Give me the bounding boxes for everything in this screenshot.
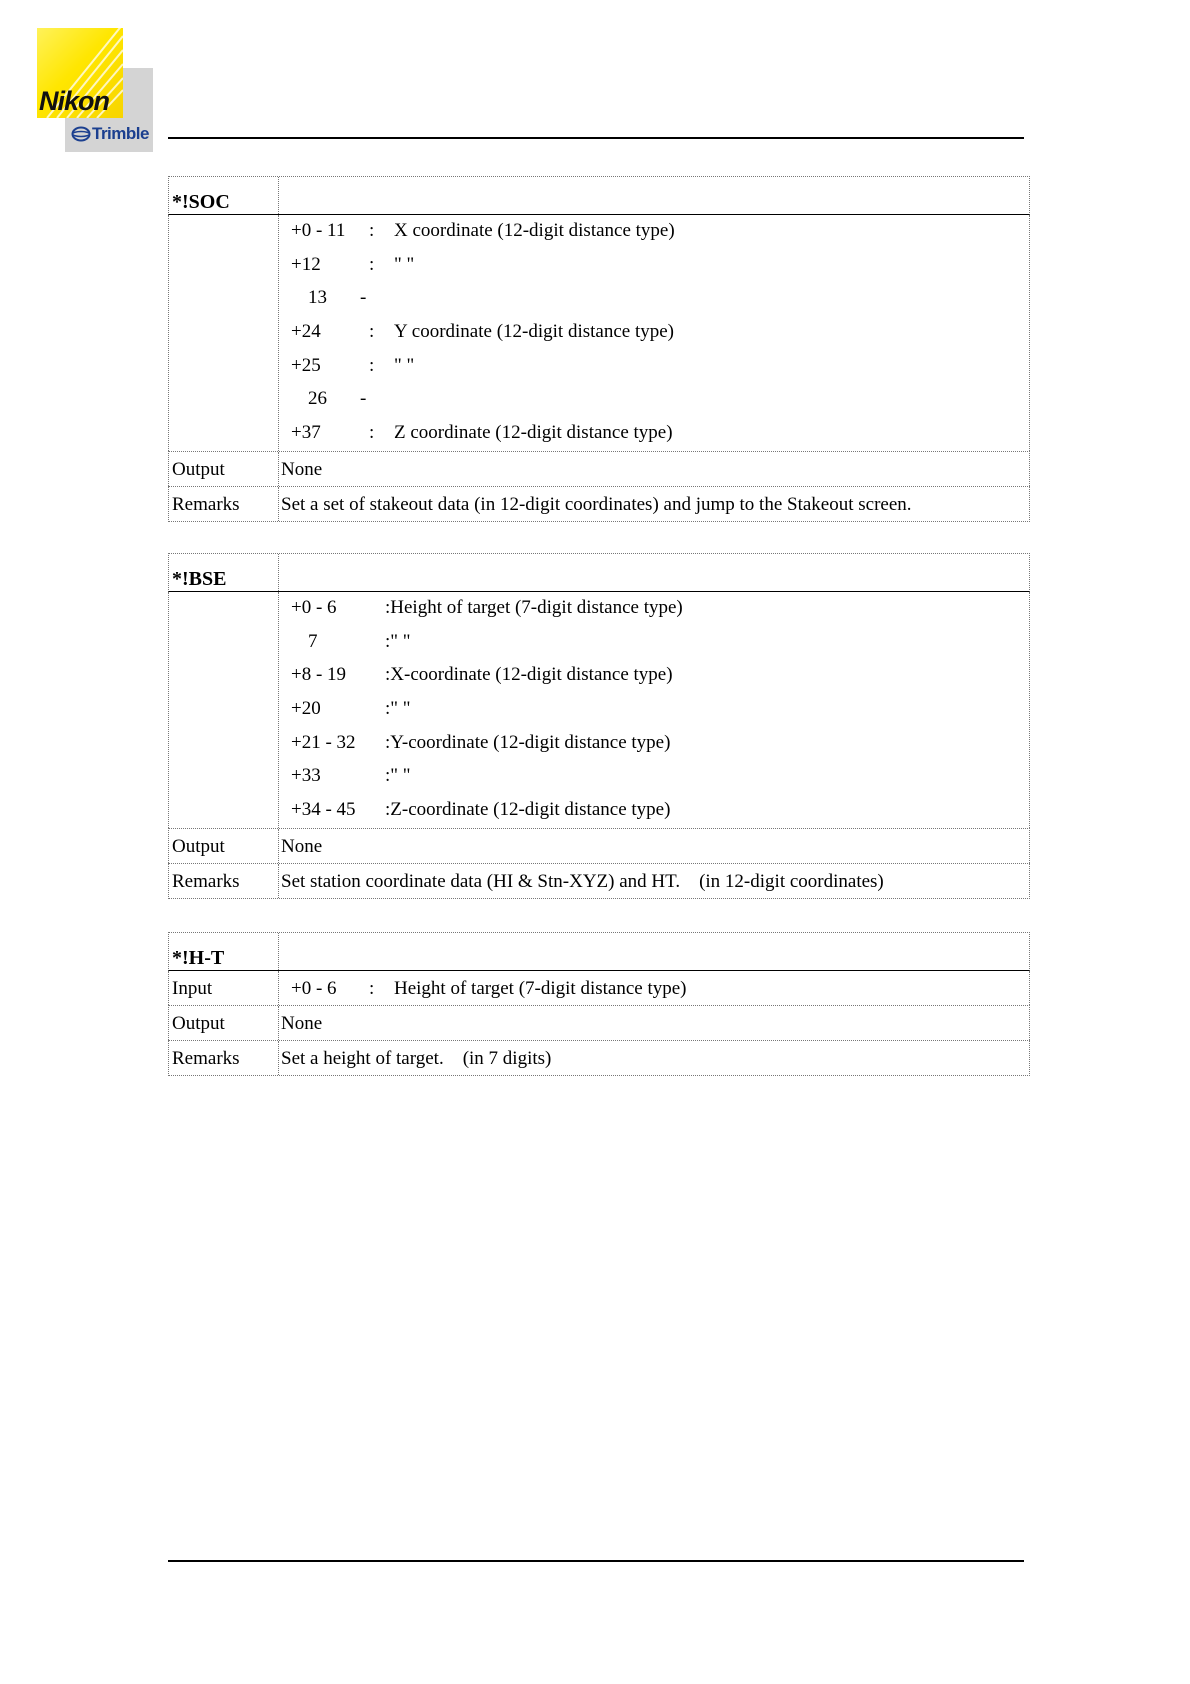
remarks-row	[168, 863, 1030, 899]
command-block-bse	[168, 553, 1030, 899]
param-line: +21 - 32 :Y-coordinate (12-digit distance type)	[291, 731, 671, 753]
footer-rule	[168, 1560, 1024, 1562]
param-line: 26 -	[308, 388, 367, 410]
param-line: +34 - 45 :Z-coordinate (12-digit distance type)	[291, 799, 671, 821]
nikon-trimble-logo	[37, 28, 153, 152]
command-name: *!BSE	[172, 568, 227, 590]
output-row	[168, 451, 1030, 486]
param-line: +12 : " "	[291, 253, 415, 275]
trimble-text: Trimble	[92, 124, 149, 143]
input-label: Input	[172, 978, 213, 999]
header-rule	[168, 137, 1024, 139]
logo-nikon-wordmark: Nikon	[39, 86, 110, 116]
command-header	[168, 553, 1030, 592]
output-label: Output	[172, 835, 225, 857]
command-header	[168, 176, 1030, 215]
remarks-label: Remarks	[172, 1048, 240, 1069]
param-line: +37 : Z coordinate (12-digit distance type)	[291, 422, 673, 444]
input-row	[168, 971, 1030, 1005]
output-row	[168, 1005, 1030, 1040]
command-block-soc	[168, 176, 1030, 522]
remarks-row	[168, 486, 1030, 522]
remarks-label: Remarks	[172, 493, 240, 515]
logo-yellow-panel	[37, 28, 123, 118]
param-line: +0 - 11 : X coordinate (12-digit distance type)	[291, 220, 675, 241]
command-block-ht	[168, 932, 1030, 1076]
param-line: +20 :" "	[291, 698, 411, 720]
output-value: None	[281, 835, 323, 857]
command-name: *!H-T	[172, 947, 225, 969]
output-value: None	[281, 458, 323, 480]
param-line: +0 - 6 :Height of target (7-digit distance type)	[291, 597, 683, 618]
param-line: 13 -	[308, 287, 367, 309]
remarks-label: Remarks	[172, 870, 240, 892]
input-separator: :	[369, 978, 375, 999]
trimble-globe-icon	[71, 126, 91, 142]
param-line: +8 - 19 :X-coordinate (12-digit distance type)	[291, 664, 673, 686]
output-row	[168, 828, 1030, 863]
output-label: Output	[172, 458, 225, 480]
command-name: *!SOC	[172, 191, 230, 213]
remarks-row	[168, 1040, 1030, 1076]
param-table	[168, 592, 1030, 828]
remarks-value: Set a height of target. (in 7 digits)	[281, 1048, 552, 1069]
command-header	[168, 932, 1030, 971]
input-description: Height of target (7-digit distance type)	[394, 978, 687, 999]
remarks-value: Set station coordinate data (HI & Stn-XYZ) and HT. (in 12-digit coordinates)	[281, 870, 884, 892]
logo-trimble-wordmark	[71, 124, 149, 144]
input-offset: +0 - 6	[291, 978, 337, 999]
output-value: None	[281, 1013, 323, 1034]
param-line: +33 :" "	[291, 765, 411, 787]
param-table	[168, 215, 1030, 451]
remarks-value: Set a set of stakeout data (in 12-digit coordinates) and jump to the Stakeout screen.	[281, 493, 912, 515]
param-line: +25 : " "	[291, 354, 415, 376]
output-label: Output	[172, 1013, 225, 1034]
param-line: +24 : Y coordinate (12-digit distance type)	[291, 321, 674, 343]
param-line: 7 :" "	[308, 630, 411, 652]
